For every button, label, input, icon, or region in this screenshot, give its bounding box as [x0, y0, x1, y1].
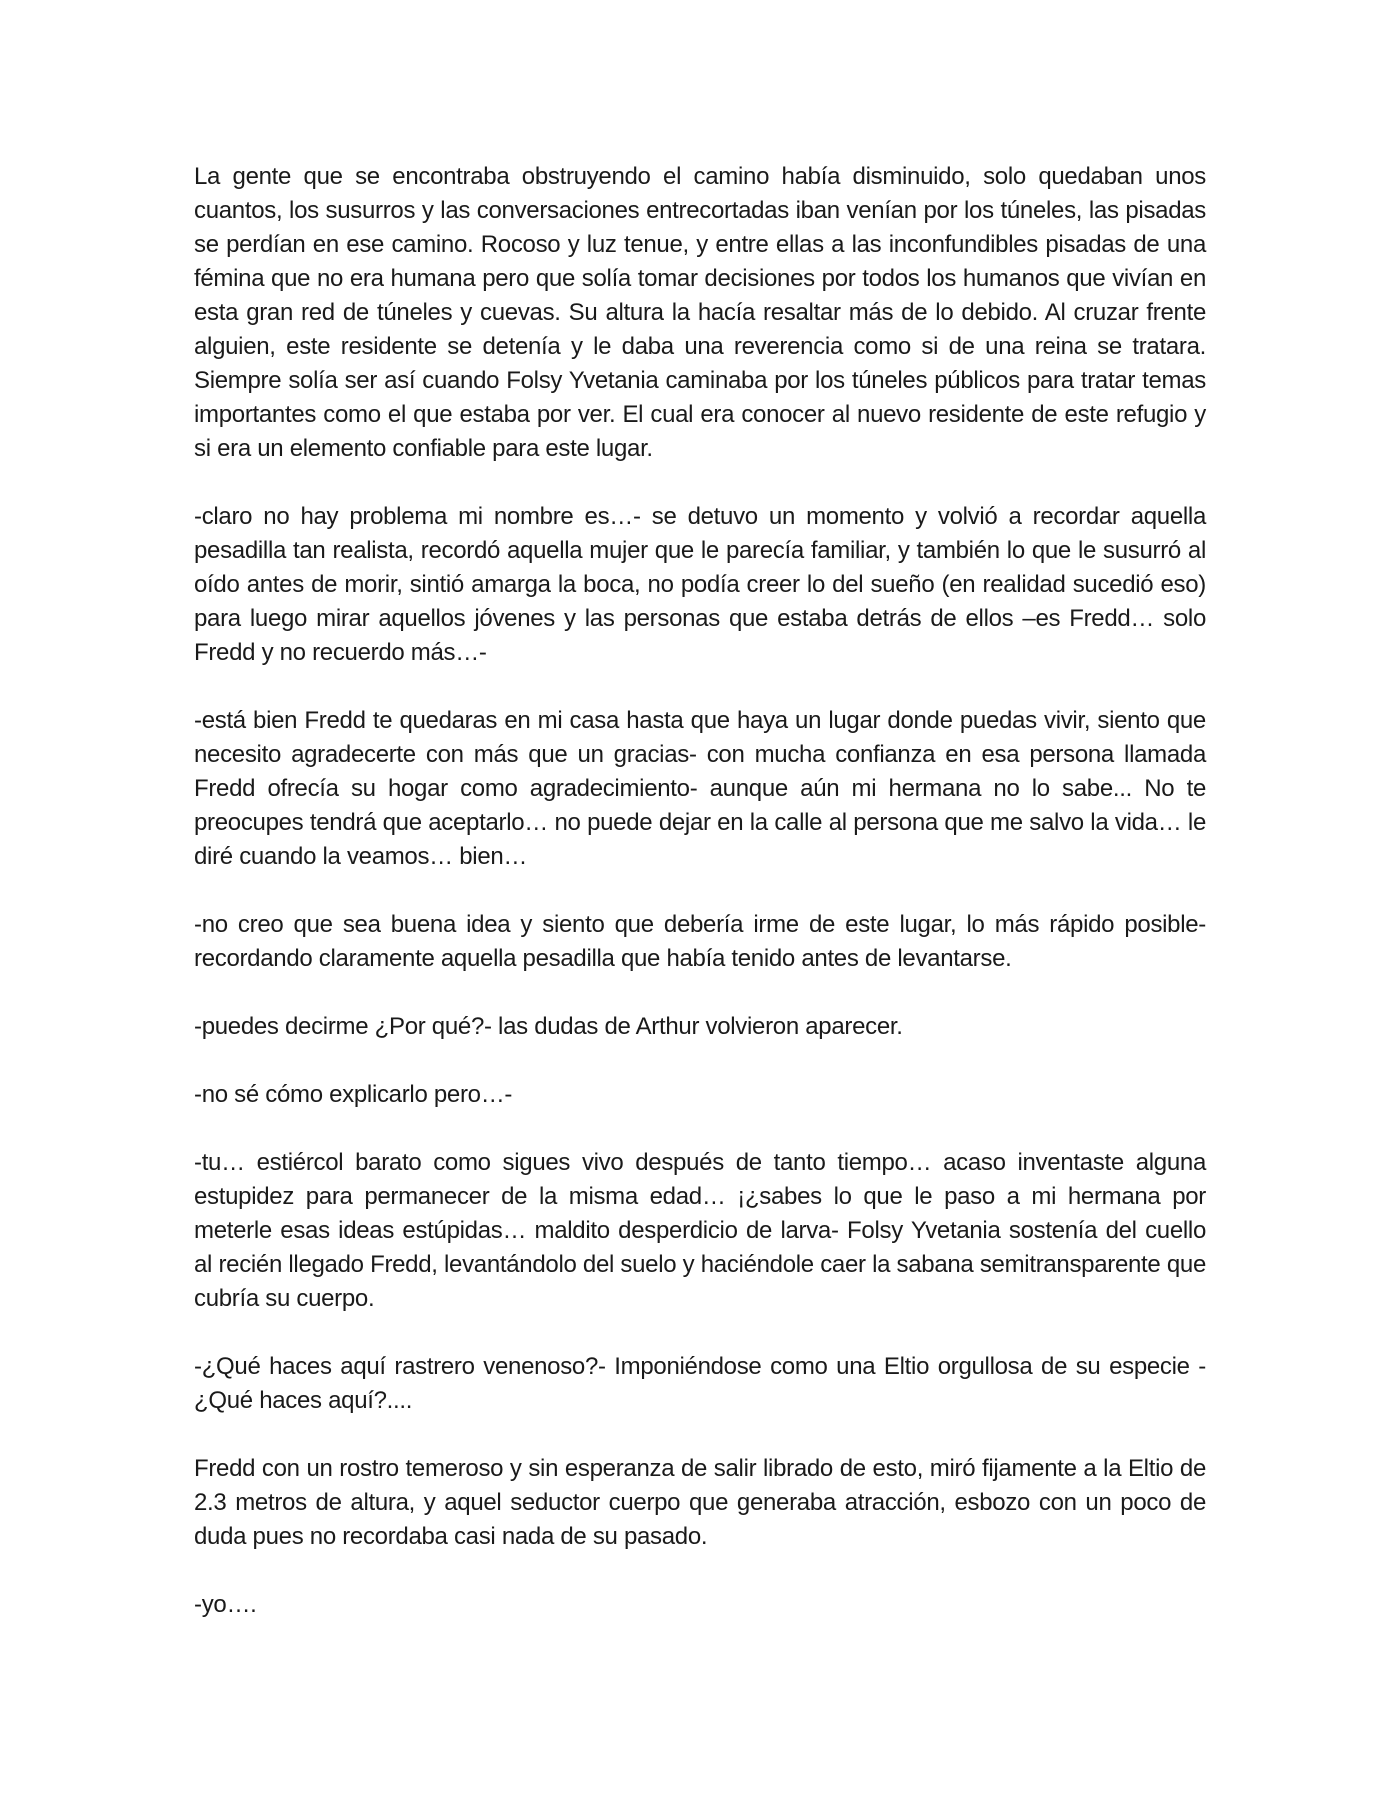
paragraph-2: -claro no hay problema mi nombre es…- se detuvo un momento y volvió a recordar aquella pesadilla tan realista, recordó aquella mujer que le parecía familiar, y también lo que le susurró al oído antes de morir, sintió amarga la boca, no podía creer lo del sueño (en realidad sucedió eso) para luego mirar aquellos jóvenes y las personas que estaba detrás de ellos –es Fredd… solo Fredd y no recuerdo más…- — [194, 503, 1206, 666]
paragraph-3: -está bien Fredd te quedaras en mi casa hasta que haya un lugar donde puedas vivir, siento que necesito agradecerte con más que un gracias- con mucha confianza en esa persona llamada Fredd ofrecía su hogar como agradecimiento- aunque aún mi hermana no lo sabe... No te preocupes tendrá que aceptarlo… no puede dejar en la calle al persona que me salvo la vida… le diré cuando la veamos… bien… — [194, 707, 1206, 870]
paragraph-6: -no sé cómo explicarlo pero…- — [194, 1081, 513, 1108]
paragraph-4: -no creo que sea buena idea y siento que debería irme de este lugar, lo más rápido posible- recordando claramente aquella pesadilla que había tenido antes de levantarse. — [194, 911, 1206, 972]
paragraph-8: -¿Qué haces aquí rastrero venenoso?- Imponiéndose como una Eltio orgullosa de su especie - ¿Qué haces aquí?.... — [194, 1353, 1206, 1414]
paragraph-10: -yo…. — [194, 1591, 257, 1618]
paragraph-5: -puedes decirme ¿Por qué?- las dudas de Arthur volvieron aparecer. — [194, 1013, 903, 1040]
paragraph-9: Fredd con un rostro temeroso y sin esperanza de salir librado de esto, miró fijamente a la Eltio de 2.3 metros de altura, y aquel seductor cuerpo que generaba atracción, esbozo con un poco de duda pues no recordaba casi nada de su pasado. — [194, 1455, 1206, 1550]
paragraph-7: -tu… estiércol barato como sigues vivo después de tanto tiempo… acaso inventaste alguna estupidez para permanecer de la misma edad… ¡¿sabes lo que le paso a mi hermana por meterle esas ideas estúpidas… maldito desperdicio de larva- Folsy Yvetania sostenía del cuello al recién llegado Fredd, levantándolo del suelo y haciéndole caer la sabana semitransparente que cubría su cuerpo. — [194, 1149, 1206, 1312]
document-page — [194, 160, 1206, 1656]
paragraph-1: La gente que se encontraba obstruyendo el camino había disminuido, solo quedaban unos cuantos, los susurros y las conversaciones entrecortadas iban venían por los túneles, las pisadas se perdían en ese camino. Rocoso y luz tenue, y entre ellas a las inconfundibles pisadas de una fémina que no era humana pero que solía tomar decisiones por todos los humanos que vivían en esta gran red de túneles y cuevas. Su altura la hacía resaltar más de lo debido. Al cruzar frente alguien, este residente se detenía y le daba una reverencia como si de una reina se tratara. Siempre solía ser así cuando Folsy Yvetania caminaba por los túneles públicos para tratar temas importantes como el que estaba por ver. El cual era conocer al nuevo residente de este refugio y si era un elemento confiable para este lugar. — [194, 163, 1206, 462]
